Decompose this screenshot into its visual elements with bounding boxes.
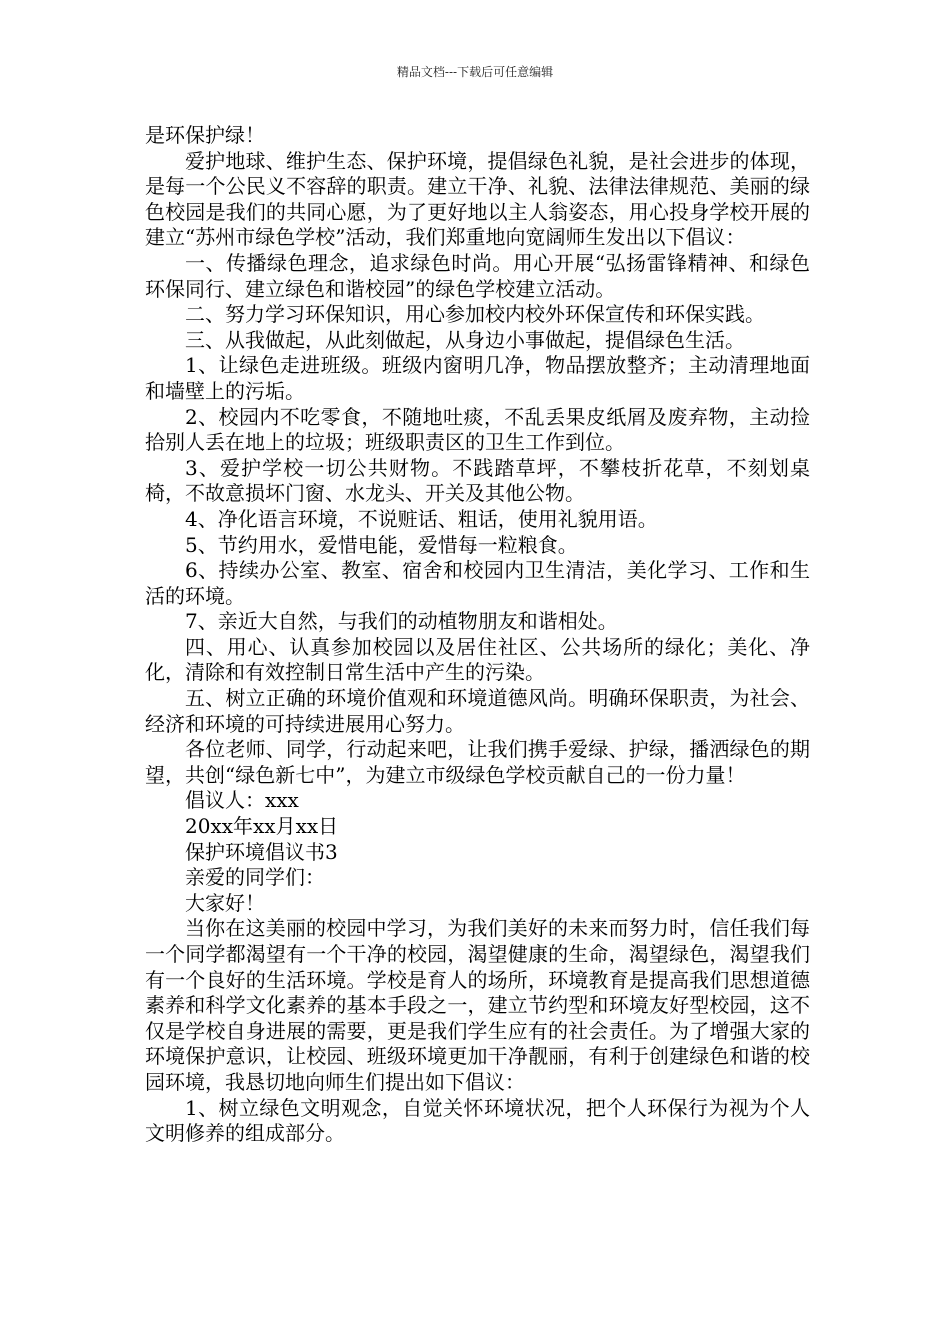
signature-line: 倡议人：xxx: [185, 788, 299, 813]
page-header: 精品文档---下载后可任意编辑: [396, 65, 554, 79]
paragraph: 7、亲近大自然，与我们的动植物朋友和谐相处。: [185, 609, 618, 634]
paragraph: 各位老师、同学，行动起来吧，让我们携手爱绿、护绿，播洒绿色的期望，共创“绿色新七中”，为建立市级绿色学校贡献自己的一份力量！: [145, 737, 810, 787]
section-title: 保护环境倡议书3: [185, 839, 338, 864]
greeting: 大家好！: [185, 890, 265, 915]
paragraph: 6、持续办公室、教室、宿舍和校园内卫生清洁，美化学习、工作和生活的环境。: [145, 558, 810, 608]
paragraph: 5、节约用水，爱惜电能，爱惜每一粒粮食。: [185, 532, 578, 557]
salutation: 亲爱的同学们：: [185, 865, 325, 890]
paragraph: 2、校园内不吃零食，不随地吐痰，不乱丢果皮纸屑及废弃物，主动捡拾别人丢在地上的垃圾；班级职责区的卫生工作到位。: [145, 404, 810, 455]
paragraph: 当你在这美丽的校园中学习，为我们美好的未来而努力时，信任我们每一个同学都渴望有一个干净的校园，渴望健康的生命，渴望绿色，渴望我们有一个良好的生活环境。学校是育人的场所，环境教育是提高我们思想道德素养和科学文化素养的基本手段之一，建立节约型和环境友好型校园，这不仅是学校自身进展的需要，更是我们学生应有的社会责任。为了增强大家的环境保护意识，让校园、班级环境更加干净靓丽，有利于创建绿色和谐的校园环境，我恳切地向师生们提出如下倡议：: [145, 916, 810, 1094]
document-body: [145, 123, 810, 1147]
paragraph: 1、树立绿色文明观念，自觉关怀环境状况，把个人环保行为视为个人文明修养的组成部分。: [145, 1095, 810, 1146]
paragraph: 四、用心、认真参加校园以及居住社区、公共场所的绿化；美化、净化，清除和有效控制日常生活中产生的污染。: [145, 634, 810, 685]
paragraph: 一、传播绿色理念，追求绿色时尚。用心开展“弘扬雷锋精神、和绿色环保同行、建立绿色和谐校园”的绿色学校建立活动。: [145, 250, 810, 301]
paragraph: 4、净化语言环境，不说赃话、粗话，使用礼貌用语。: [185, 506, 658, 531]
paragraph: 是环保护绿！: [145, 123, 265, 147]
paragraph: 3、爱护学校一切公共财物。不践踏草坪，不攀枝折花草，不刻划桌椅，不故意损坏门窗、水龙头、开关及其他公物。: [145, 455, 810, 506]
date-line: 20xx年xx月xx日: [185, 814, 339, 839]
paragraph: 二、努力学习环保知识，用心参加校内校外环保宣传和环保实践。: [185, 302, 765, 327]
paragraph: 爱护地球、维护生态、保护环境，提倡绿色礼貌，是社会进步的体现，是每一个公民义不容辞的职责。建立干净、礼貌、法律法律规范、美丽的绿色校园是我们的共同心愿，为了更好地以主人翁姿态，用心投身学校开展的建立“苏州市绿色学校”活动，我们郑重地向宽阔师生发出以下倡议：: [145, 148, 810, 250]
paragraph: 五、树立正确的环境价值观和环境道德风尚。明确环保职责，为社会、经济和环境的可持续进展用心努力。: [145, 686, 810, 736]
paragraph: 三、从我做起，从此刻做起，从身边小事做起，提倡绿色生活。: [185, 327, 745, 352]
paragraph: 1、让绿色走进班级。班级内窗明几净，物品摆放整齐；主动清理地面和墙壁上的污垢。: [145, 353, 810, 403]
